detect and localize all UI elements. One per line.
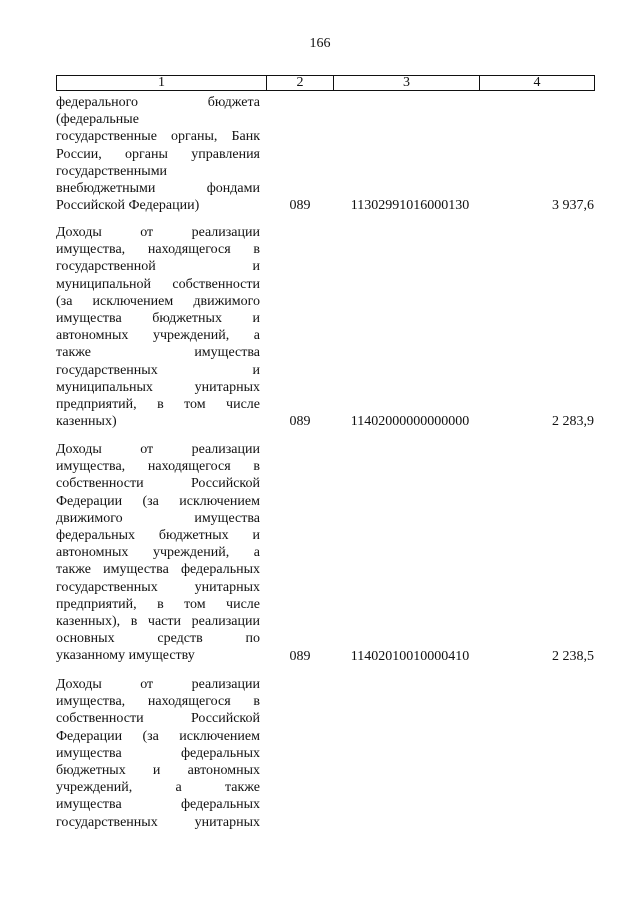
- table-row-description: [56, 676, 260, 831]
- page-number: 166: [309, 36, 331, 51]
- kbk-code: 11302991016000130: [350, 198, 470, 213]
- table-row-description: [56, 441, 260, 665]
- text-line: имущества, находящегося в: [56, 242, 260, 258]
- text-line: муниципальной собственности: [56, 276, 260, 292]
- column-header-3: 3: [334, 76, 480, 90]
- text-line: Федерации (за исключением: [56, 493, 260, 509]
- text-line: автономных учреждений, а: [56, 328, 260, 344]
- admin-code: 089: [289, 198, 311, 213]
- kbk-code: 11402000000000000: [350, 414, 470, 429]
- kbk-code: 11402010010000410: [350, 649, 470, 664]
- text-line: собственности Российской: [56, 711, 260, 727]
- text-line: Федерации (за исключением: [56, 728, 260, 744]
- text-line: предприятий, в том числе: [56, 397, 260, 413]
- text-line: государственных унитарных: [56, 579, 260, 595]
- text-line: движимого имущества: [56, 510, 260, 526]
- text-line: Российской Федерации): [56, 198, 200, 214]
- text-line: также имущества федеральных: [56, 562, 260, 578]
- text-line: государственных унитарных: [56, 814, 260, 830]
- text-line: (за исключением движимого: [56, 293, 260, 309]
- amount: 2 283,9: [552, 414, 594, 429]
- amount: 2 238,5: [552, 649, 594, 664]
- text-line: автономных учреждений, а: [56, 545, 260, 561]
- text-line: основных средств по: [56, 631, 260, 647]
- text-line: Доходы от реализации: [56, 442, 260, 457]
- text-line: федеральных бюджетных и: [56, 528, 260, 544]
- text-line: государственные органы, Банк: [56, 129, 260, 145]
- text-line: России, органы управления: [56, 146, 260, 162]
- text-line: имущества федеральных: [56, 797, 260, 813]
- text-line: бюджетных и автономных: [56, 763, 260, 779]
- amount: 3 937,6: [552, 198, 594, 213]
- text-line: Доходы от реализации: [56, 677, 260, 692]
- text-line: имущества бюджетных и: [56, 311, 260, 327]
- text-line: внебюджетными фондами: [56, 181, 260, 197]
- text-line: федерального бюджета: [56, 95, 260, 110]
- text-line: (федеральные: [56, 112, 139, 128]
- table-row-description: [56, 94, 260, 214]
- text-line: казенных), в части реализации: [56, 614, 260, 630]
- text-line: муниципальных унитарных: [56, 379, 260, 395]
- text-line: имущества, находящегося в: [56, 459, 260, 475]
- text-line: государственных и: [56, 362, 260, 378]
- text-line: государственными: [56, 163, 168, 179]
- admin-code: 089: [289, 649, 311, 664]
- text-line: также имущества: [56, 345, 260, 361]
- text-line: имущества, находящегося в: [56, 694, 260, 710]
- text-line: предприятий, в том числе: [56, 596, 260, 612]
- table-row-description: [56, 224, 260, 430]
- text-line: указанному имуществу: [56, 648, 195, 664]
- column-header-2: 2: [267, 76, 334, 90]
- text-line: имущества федеральных: [56, 745, 260, 761]
- column-header-1: 1: [57, 76, 267, 90]
- column-header-4: 4: [533, 75, 541, 90]
- text-line: учреждений, а также: [56, 780, 260, 796]
- text-line: Доходы от реализации: [56, 225, 260, 240]
- text-line: казенных): [56, 414, 117, 430]
- admin-code: 089: [289, 414, 311, 429]
- text-line: государственной и: [56, 259, 260, 275]
- table-header: [56, 75, 595, 91]
- text-line: собственности Российской: [56, 476, 260, 492]
